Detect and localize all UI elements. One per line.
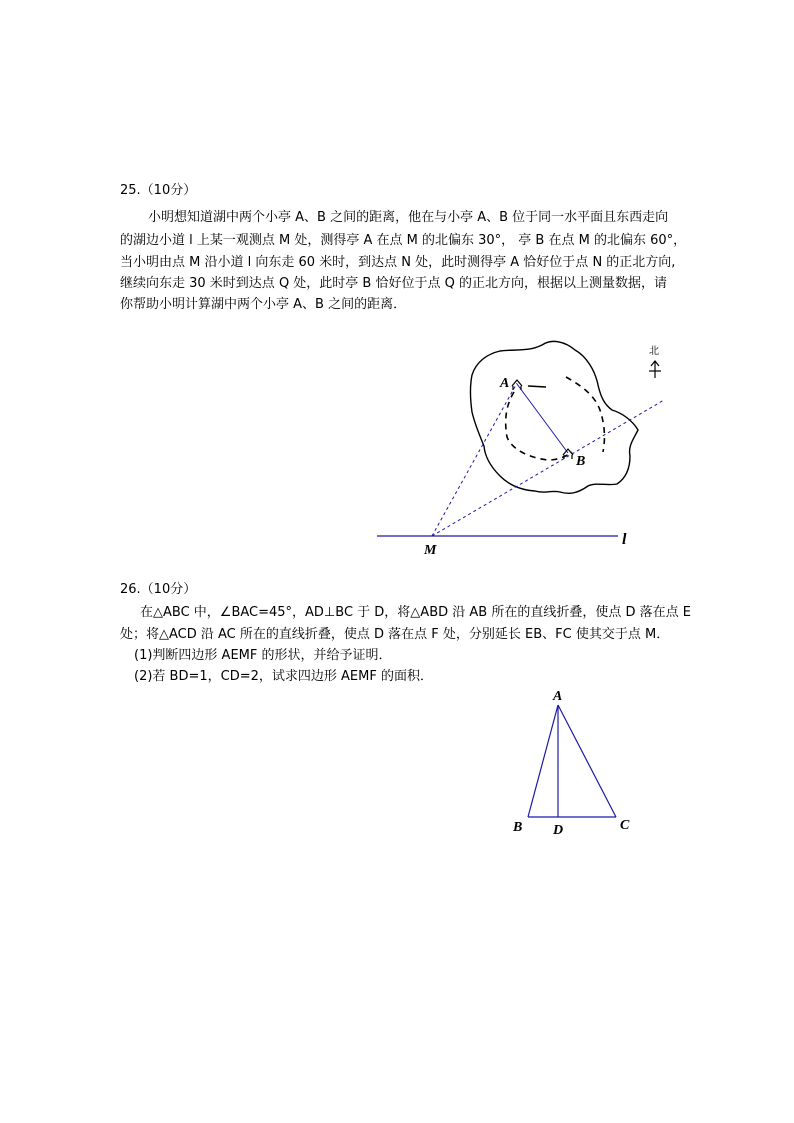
lake-contour-top bbox=[528, 386, 546, 387]
pavilion-a-icon bbox=[512, 380, 522, 390]
problem-26-text-line-1: 在△ABC 中，∠BAC=45°，AD⊥BC 于 D，将△ABD 沿 AB 所在的直线折叠，使点 D 落在点 E bbox=[140, 605, 691, 620]
label-c: C bbox=[620, 818, 630, 833]
problem-25-text-line-4: 继续向东走 30 米时到达点 Q 处，此时亭 B 恰好位于点 Q 的正北方向，根据以上测量数据，请 bbox=[120, 276, 667, 291]
lake-outline bbox=[471, 341, 639, 493]
label-m: M bbox=[424, 543, 437, 558]
problem-26-question-2: (2)若 BD=1，CD=2，试求四边形 AEMF 的面积． bbox=[134, 669, 433, 684]
problem-25-text-line-2: 的湖边小道 l 上某一观测点 M 处，测得亭 A 在点 M 的北偏东 30°， 亭 B 在点 M 的北偏东 60°， bbox=[120, 233, 687, 248]
side-ac bbox=[558, 705, 616, 817]
pavilion-b-icon bbox=[563, 449, 573, 459]
label-a: A bbox=[500, 376, 510, 391]
north-label: 北 bbox=[649, 346, 659, 357]
problem-25-text-line-5: 你帮助小明计算湖中两个小亭 A、B 之间的距离． bbox=[120, 297, 407, 312]
north-arrow-icon bbox=[649, 361, 661, 378]
problem-26-question-1: (1)判断四边形 AEMF 的形状，并给予证明． bbox=[134, 648, 392, 663]
problem-25-header: 25.（10分） bbox=[120, 183, 197, 198]
label-a: A bbox=[553, 689, 563, 704]
lake-contour-left bbox=[506, 392, 572, 460]
label-b: B bbox=[513, 820, 523, 835]
problem-26-text-line-2: 处；将△ACD 沿 AC 所在的直线折叠，使点 D 落在点 F 处，分别延长 EB、FC 使其交于点 M． bbox=[120, 627, 670, 642]
triangle-figure bbox=[505, 683, 640, 838]
label-l: l bbox=[622, 531, 627, 548]
problem-25-text-line-3: 当小明由点 M 沿小道 l 向东走 60 米时，到达点 N 处，此时测得亭 A 恰好位于点 N 的正北方向, bbox=[120, 255, 676, 270]
problem-25-text-line-1: 小明想知道湖中两个小亭 A、B 之间的距离，他在与小亭 A、B 位于同一水平面且东西走向 bbox=[148, 210, 669, 225]
segment-ab bbox=[517, 384, 568, 453]
label-d: D bbox=[553, 823, 564, 838]
label-b: B bbox=[576, 454, 586, 469]
lake-figure bbox=[370, 335, 680, 560]
sight-line-ma bbox=[432, 383, 517, 536]
side-ab bbox=[528, 705, 558, 817]
problem-26-header: 26.（10分） bbox=[120, 582, 197, 597]
